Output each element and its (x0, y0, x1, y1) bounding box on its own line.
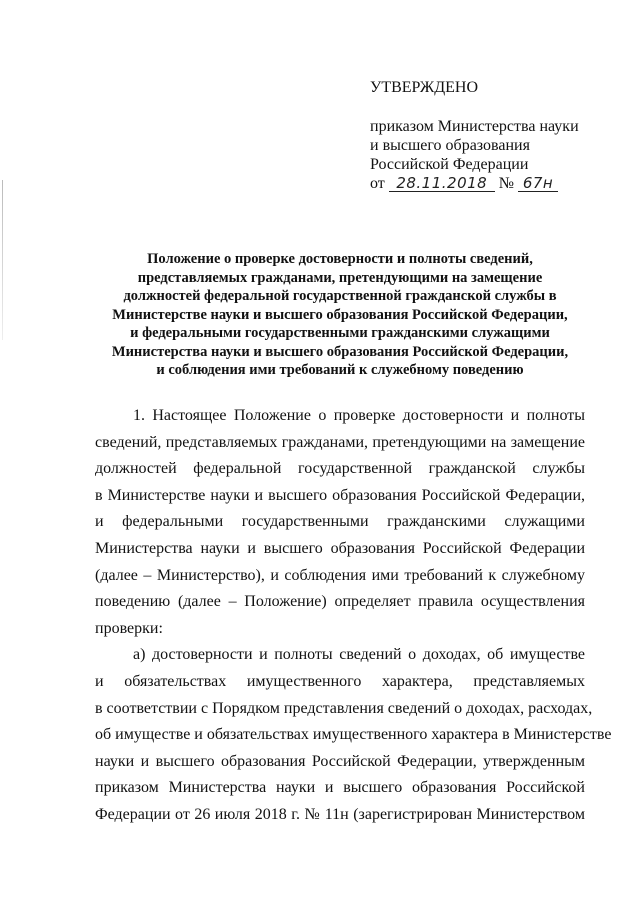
body-line: а) достоверности и полноты сведений о доходах, об имуществе (133, 646, 585, 664)
scan-edge-mark (2, 180, 3, 340)
number-prefix: № (498, 175, 515, 192)
approval-line: Российской Федерации (370, 156, 529, 173)
document-body (95, 403, 612, 829)
title-line: и соблюдения ими требований к служебному поведению (156, 362, 524, 378)
title-line: Министерства науки и высшего образования Российской Федерации, (111, 343, 569, 360)
title-line: Министерстве науки и высшего образования Российской Федерации, (112, 306, 568, 323)
body-line: в соответствии с Порядком представления сведений о доходах, расходах, (95, 699, 593, 717)
approval-date-line (370, 174, 600, 193)
body-line: должностей федеральной государственной гражданской службы (95, 460, 585, 478)
body-line: проверки: (95, 619, 163, 637)
body-line: Федерации от 26 июля 2018 г. № 11н (зарегистрирован Министерством (95, 805, 585, 823)
body-line: и обязательствах имущественного характера, представляемых (95, 672, 585, 690)
body-line: науки и высшего образования Российской Федерации, утвержденным (95, 752, 585, 770)
title-line: должностей федеральной государственной гражданской службы в (123, 288, 557, 304)
body-line: поведению (далее – Положение) определяет правила осуществления (95, 593, 585, 611)
body-line: в Министерстве науки и высшего образования Российской Федерации, (95, 486, 585, 504)
body-line: 1. Настоящее Положение о проверке достоверности и полноты (133, 407, 585, 424)
date-prefix: от (370, 175, 385, 192)
approval-line: и высшего образования (370, 137, 530, 154)
title-line: и федеральными государственными гражданскими служащими (130, 325, 550, 341)
body-line: (далее – Министерство), и соблюдения ими требований к служебному (95, 566, 585, 584)
title-line: представляемых гражданами, претендующими на замещение (137, 269, 543, 286)
handwritten-number: 67н (518, 176, 558, 192)
approval-block (370, 78, 600, 193)
approval-line: приказом Министерства науки (370, 118, 579, 135)
handwritten-date: 28.11.2018 (389, 176, 495, 192)
body-line: Министерства науки и высшего образования Российской Федерации (95, 539, 585, 557)
body-line: сведений, представляемых гражданами, претендующими на замещение (95, 433, 585, 451)
title-line: Положение о проверке достоверности и полноты сведений, (147, 251, 533, 267)
body-line: об имуществе и обязательствах имущественного характера в Министерстве (95, 726, 612, 744)
document-title (90, 250, 590, 380)
body-line: и федеральными государственными гражданскими служащими (95, 513, 585, 531)
approval-stamp: УТВЕРЖДЕНО (370, 79, 479, 96)
body-line: приказом Министерства науки и высшего образования Российской (95, 779, 585, 797)
